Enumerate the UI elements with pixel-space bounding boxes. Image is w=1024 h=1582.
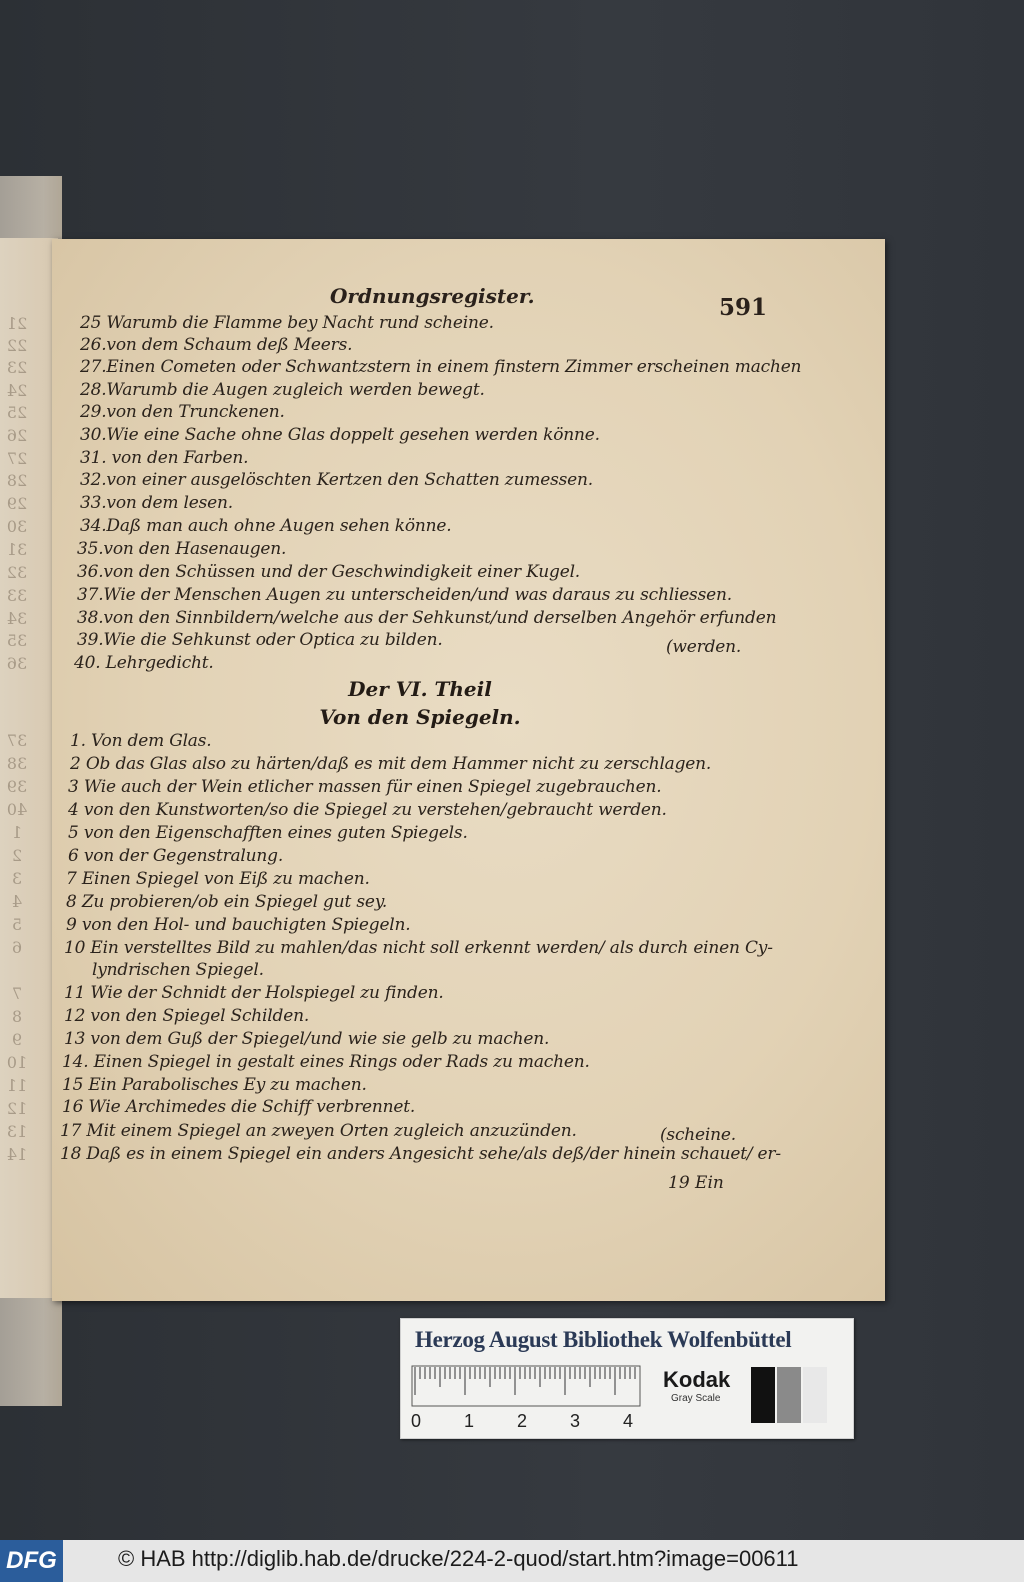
register-entry: 40. Lehrgedicht. bbox=[74, 653, 214, 673]
register-entry: 7 Einen Spiegel von Eiß zu machen. bbox=[66, 869, 370, 889]
footer-bar bbox=[0, 1540, 1024, 1582]
register-entry: lyndrischen Spiegel. bbox=[92, 960, 264, 980]
bleed-through-number: 25 bbox=[6, 403, 28, 422]
register-entry: 14. Einen Spiegel in gestalt eines Rings oder Rads zu machen. bbox=[62, 1052, 590, 1072]
bleed-through-number: 14 bbox=[6, 1145, 28, 1164]
swatch-gray bbox=[777, 1367, 801, 1423]
line-38-overflow: (werden. bbox=[666, 637, 742, 657]
bleed-through-number: 30 bbox=[6, 517, 28, 536]
section-heading-part: Der VI. Theil bbox=[348, 677, 492, 701]
swatch-black bbox=[751, 1367, 775, 1423]
bleed-through-number: 23 bbox=[6, 358, 28, 377]
bleed-through-number: 10 bbox=[6, 1053, 28, 1072]
bleed-through-number: 12 bbox=[6, 1099, 28, 1118]
register-entry: 5 von den Eigenschafften eines guten Spiegels. bbox=[68, 823, 468, 843]
bleed-through-number: 27 bbox=[6, 449, 28, 468]
bleed-through-number: 21 bbox=[6, 314, 28, 333]
register-entry: 37.Wie der Menschen Augen zu unterscheiden/und was daraus zu schliessen. bbox=[77, 585, 732, 605]
bleed-through-number: 36 bbox=[6, 654, 28, 673]
bleed-through-number: 4 bbox=[11, 892, 23, 911]
copyright-url[interactable]: © HAB http://diglib.hab.de/drucke/224-2-quod/start.htm?image=00611 bbox=[118, 1546, 799, 1571]
measurement-ruler bbox=[411, 1365, 643, 1431]
bleed-through-number: 37 bbox=[6, 731, 28, 750]
bleed-through-number: 34 bbox=[6, 609, 28, 628]
bleed-through-number: 6 bbox=[11, 938, 23, 957]
register-entry: 13 von dem Guß der Spiegel/und wie sie gelb zu machen. bbox=[64, 1029, 550, 1049]
bleed-through-number: 3 bbox=[11, 869, 23, 888]
bleed-through-number: 29 bbox=[6, 494, 28, 513]
line-17-overflow: (scheine. bbox=[660, 1125, 736, 1145]
bleed-through-number: 24 bbox=[6, 381, 28, 400]
register-entry: 31. von den Farben. bbox=[80, 448, 249, 468]
register-entry: 12 von den Spiegel Schilden. bbox=[64, 1006, 310, 1026]
register-entry: 18 Daß es in einem Spiegel ein anders Angesicht sehe/als deß/der hinein schauet/ er- bbox=[60, 1144, 781, 1164]
register-entry: 35.von den Hasenaugen. bbox=[77, 539, 287, 559]
register-entry: 28.Warumb die Augen zugleich werden bewegt. bbox=[80, 380, 485, 400]
ruler-digit: 3 bbox=[570, 1411, 581, 1431]
register-entry: 9 von den Hol- und bauchigten Spiegeln. bbox=[66, 915, 411, 935]
catchword: 19 Ein bbox=[668, 1173, 724, 1193]
register-entry: 38.von den Sinnbildern/welche aus der Sehkunst/und derselben Angehör erfunden bbox=[77, 608, 777, 628]
gray-scale-label: Gray Scale bbox=[671, 1393, 721, 1404]
ruler-digit: 0 bbox=[411, 1411, 422, 1431]
register-entry: 39.Wie die Sehkunst oder Optica zu bilden. bbox=[77, 630, 443, 650]
swatch-white bbox=[803, 1367, 827, 1423]
bleed-through-number: 13 bbox=[6, 1122, 28, 1141]
bleed-through-number: 40 bbox=[6, 800, 28, 819]
bleed-through-number: 32 bbox=[6, 563, 28, 582]
bleed-through-number: 31 bbox=[6, 540, 28, 559]
ruler-digit: 4 bbox=[623, 1411, 634, 1431]
bleed-through-number: 33 bbox=[6, 586, 28, 605]
register-entry: 17 Mit einem Spiegel an zweyen Orten zugleich anzuzünden. bbox=[60, 1121, 577, 1141]
register-entry: 32.von einer ausgelöschten Kertzen den Schatten zumessen. bbox=[80, 470, 593, 490]
ruler-digit: 1 bbox=[464, 1411, 475, 1431]
library-name: Herzog August Bibliothek Wolfenbüttel bbox=[415, 1327, 792, 1352]
register-entry: 6 von der Gegenstralung. bbox=[68, 846, 284, 866]
bleed-through-number: 2 bbox=[11, 846, 23, 865]
register-entry: 29.von den Trunckenen. bbox=[80, 402, 285, 422]
bleed-through-number: 11 bbox=[6, 1076, 28, 1095]
register-entry: 34.Daß man auch ohne Augen sehen könne. bbox=[80, 516, 452, 536]
ruler-digit: 2 bbox=[517, 1411, 528, 1431]
register-entry: 25 Warumb die Flamme bey Nacht rund scheine. bbox=[80, 313, 494, 333]
page-number: 591 bbox=[719, 294, 768, 321]
bleed-through-number: 38 bbox=[6, 754, 28, 773]
color-reference-strip bbox=[400, 1318, 854, 1439]
register-entry: 16 Wie Archimedes die Schiff verbrennet. bbox=[62, 1097, 416, 1117]
bleed-through-number: 28 bbox=[6, 471, 28, 490]
bleed-through-number: 35 bbox=[6, 631, 28, 650]
register-entry: 36.von den Schüssen und der Geschwindigkeit einer Kugel. bbox=[77, 562, 581, 582]
bleed-through-number: 9 bbox=[11, 1030, 23, 1049]
bleed-through-number: 22 bbox=[6, 336, 28, 355]
register-entry: 26.von dem Schaum deß Meers. bbox=[80, 335, 353, 355]
bleed-through-number: 8 bbox=[11, 1007, 23, 1026]
register-entry: 2 Ob das Glas also zu härten/daß es mit dem Hammer nicht zu zerschlagen. bbox=[70, 754, 712, 774]
register-entry: 11 Wie der Schnidt der Holspiegel zu finden. bbox=[64, 983, 444, 1003]
kodak-logo: Kodak bbox=[663, 1367, 731, 1392]
section-heading-title: Von den Spiegeln. bbox=[319, 705, 521, 729]
bleed-through-number: 26 bbox=[6, 426, 28, 445]
register-entry: 15 Ein Parabolisches Ey zu machen. bbox=[62, 1075, 367, 1095]
register-entry: 30.Wie eine Sache ohne Glas doppelt gesehen werden könne. bbox=[80, 425, 600, 445]
register-entry: 8 Zu probieren/ob ein Spiegel gut sey. bbox=[66, 892, 388, 912]
dfg-logo: DFG bbox=[0, 1540, 63, 1582]
register-entry: 33.von dem lesen. bbox=[80, 493, 233, 513]
bleed-through-number: 39 bbox=[6, 777, 28, 796]
bleed-through-number: 7 bbox=[11, 984, 23, 1003]
bleed-through-number: 1 bbox=[11, 823, 23, 842]
register-entry: 10 Ein verstelltes Bild zu mahlen/das nicht soll erkennt werden/ als durch einen Cy- bbox=[64, 938, 773, 958]
bleed-through-number: 5 bbox=[11, 915, 23, 934]
ruler-frame bbox=[412, 1366, 640, 1406]
register-entry: 3 Wie auch der Wein etlicher massen für einen Spiegel zugebrauchen. bbox=[68, 777, 662, 797]
register-entry: 4 von den Kunstworten/so die Spiegel zu verstehen/gebraucht werden. bbox=[68, 800, 667, 820]
register-entry: 27.Einen Cometen oder Schwantzstern in einem finstern Zimmer erscheinen machen bbox=[80, 357, 802, 377]
running-header: Ordnungsregister. bbox=[330, 284, 535, 308]
register-entry: 1. Von dem Glas. bbox=[70, 731, 212, 751]
